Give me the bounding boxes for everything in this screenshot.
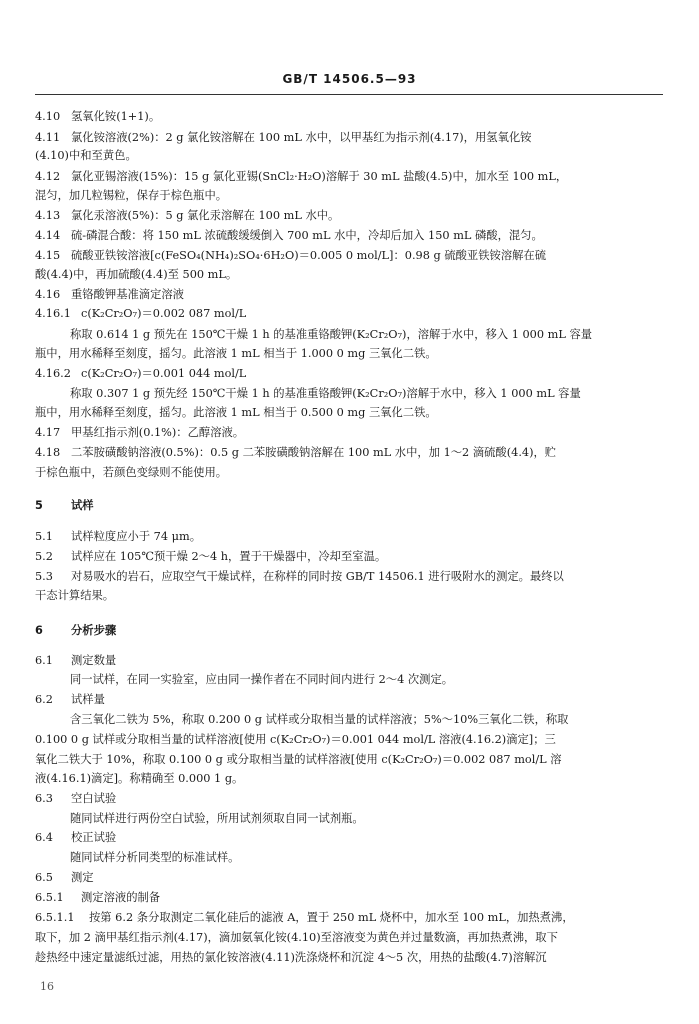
clause-6-4: 6.4 校正试验	[35, 831, 117, 844]
clause-5-3: 5.3 对易吸水的岩石，应取空气干燥试样，在称样的同时按 GB/T 14506.1 进行吸附水的测定。最终以	[35, 570, 564, 583]
header-rule	[35, 94, 663, 95]
clause-4-16-1: 4.16.1 c(K₂Cr₂O₇)＝0.002 087 mol/L	[35, 307, 247, 320]
clause-4-15-cont: 酸(4.4)中，再加硫酸(4.4)至 500 mL。	[35, 268, 238, 281]
section-6-title: 6 分析步骤	[35, 624, 117, 637]
clause-6-3: 6.3 空白试验	[35, 792, 117, 805]
page-number: 16	[40, 980, 54, 993]
clause-4-12: 4.12 氯化亚锡溶液(15%)：15 g 氯化亚锡(SnCl₂·H₂O)溶解于 30 mL 盐酸(4.5)中，加水至 100 mL，	[35, 170, 568, 183]
clause-6-5-1: 6.5.1 测定溶液的制备	[35, 891, 161, 904]
clause-6-2-body-cont2: 氧化二铁大于 10%，称取 0.100 0 g 或分取相当量的试样溶液[使用 c(K₂Cr₂O₇)＝0.002 087 mol/L 溶	[35, 753, 562, 766]
clause-6-5-1-1: 6.5.1.1 按第 6.2 条分取测定二氧化硅后的滤液 A，置于 250 mL 烧杯中，加水至 100 mL，加热煮沸，	[35, 911, 574, 924]
clause-5-1: 5.1 试样粒度应小于 74 μm。	[35, 530, 201, 543]
clause-4-16-1-body: 称取 0.614 1 g 预先在 150℃干燥 1 h 的基准重铬酸钾(K₂Cr₂O₇)，溶解于水中，移入 1 000 mL 容量	[70, 328, 593, 341]
clause-4-11: 4.11 氯化铵溶液(2%)：2 g 氯化铵溶解在 100 mL 水中，以甲基红为指示剂(4.17)，用氢氧化铵	[35, 131, 532, 144]
clause-4-13: 4.13 氯化汞溶液(5%)：5 g 氯化汞溶解在 100 mL 水中。	[35, 209, 340, 222]
clause-4-14: 4.14 硫-磷混合酸：将 150 mL 浓硫酸缓缓倒入 700 mL 水中，冷却后加入 150 mL 磷酸，混匀。	[35, 229, 543, 242]
clause-6-4-body: 随同试样分析同类型的标准试样。	[70, 851, 240, 864]
clause-4-16-2: 4.16.2 c(K₂Cr₂O₇)＝0.001 044 mol/L	[35, 367, 247, 380]
clause-6-2-body: 含三氧化二铁为 5%，称取 0.200 0 g 试样或分取相当量的试样溶液；5%～10%三氧化二铁，称取	[70, 713, 569, 726]
clause-6-5-1-1-cont1: 取下，加 2 滴甲基红指示剂(4.17)，滴加氨氧化铵(4.10)至溶液变为黄色并过量数滴，再加热煮沸，取下	[35, 931, 558, 944]
clause-4-17: 4.17 甲基红指示剂(0.1%)：乙醇溶液。	[35, 426, 245, 439]
clause-4-16-2-body: 称取 0.307 1 g 预先经 150℃干燥 1 h 的基准重铬酸钾(K₂Cr₂O₇)溶解于水中，移入 1 000 mL 容量	[70, 387, 581, 400]
clause-4-16-1-body-cont: 瓶中，用水稀释至刻度，摇匀。此溶液 1 mL 相当于 1.000 0 mg 三氧化二铁。	[35, 347, 437, 360]
clause-4-18: 4.18 二苯胺磺酸钠溶液(0.5%)：0.5 g 二苯胺磺酸钠溶解在 100 mL 水中，加 1～2 滴硫酸(4.4)，贮	[35, 446, 557, 459]
clause-6-3-body: 随同试样进行两份空白试验，所用试剂须取自同一试剂瓶。	[70, 812, 364, 825]
section-5-title: 5 试样	[35, 499, 94, 512]
clause-6-2-body-cont3: 液(4.16.1)滴定]。称精确至 0.000 1 g。	[35, 772, 244, 785]
clause-5-2: 5.2 试样应在 105℃预干燥 2～4 h，置于干燥器中，冷却至室温。	[35, 550, 387, 563]
clause-4-18-cont: 于棕色瓶中，若颜色变绿则不能使用。	[35, 466, 228, 479]
clause-6-1: 6.1 测定数量	[35, 654, 117, 667]
clause-6-2: 6.2 试样量	[35, 693, 105, 706]
standard-header: GB/T 14506.5—93	[282, 72, 417, 86]
clause-4-12-cont: 混匀，加几粒锡粒，保存于棕色瓶中。	[35, 189, 228, 202]
clause-6-1-body: 同一试样，在同一实验室，应由同一操作者在不同时间内进行 2～4 次测定。	[70, 673, 454, 686]
clause-5-3-cont: 干态计算结果。	[35, 589, 115, 602]
clause-4-11-cont: (4.10)中和至黄色。	[35, 149, 137, 162]
clause-6-5-1-1-cont2: 趁热经中速定量滤纸过滤，用热的氯化铵溶液(4.11)洗涤烧杯和沉淀 4～5 次，用热的盐酸(4.7)溶解沉	[35, 951, 547, 964]
clause-4-15: 4.15 硫酸亚铁铵溶液[c(FeSO₄(NH₄)₂SO₄·6H₂O)＝0.005 0 mol/L]：0.98 g 硫酸亚铁铵溶解在硫	[35, 249, 547, 262]
clause-6-5: 6.5 测定	[35, 871, 94, 884]
clause-4-16-2-body-cont: 瓶中，用水稀释至刻度，摇匀。此溶液 1 mL 相当于 0.500 0 mg 三氧化二铁。	[35, 406, 437, 419]
clause-6-2-body-cont1: 0.100 0 g 试样或分取相当量的试样溶液[使用 c(K₂Cr₂O₇)＝0.001 044 mol/L 溶液(4.16.2)滴定]；三	[35, 733, 556, 746]
clause-4-16: 4.16 重铬酸钾基准滴定溶液	[35, 288, 184, 301]
clause-4-10: 4.10 氢氧化铵(1+1)。	[35, 110, 161, 123]
